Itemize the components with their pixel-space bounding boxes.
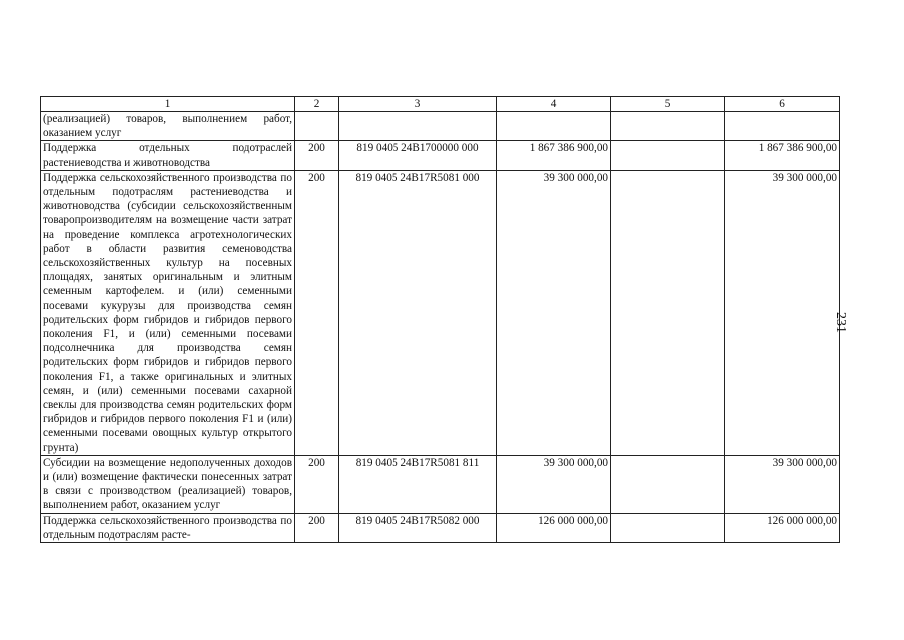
row-code-cell: 200: [295, 170, 339, 455]
table-row: [41, 455, 840, 513]
row-amount-cell: 39 300 000,00: [497, 455, 611, 513]
table-row: [41, 141, 840, 170]
row-code-cell: 200: [295, 513, 339, 542]
row-total-cell: 1 867 386 900,00: [725, 141, 840, 170]
header-col-3: 3: [339, 97, 497, 112]
row-amount-cell: 126 000 000,00: [497, 513, 611, 542]
row-amount-cell: 1 867 386 900,00: [497, 141, 611, 170]
row-kbk-cell: 819 0405 24В17R5081 811: [339, 455, 497, 513]
budget-table: [40, 96, 840, 543]
header-col-1: 1: [41, 97, 295, 112]
header-col-6: 6: [725, 97, 840, 112]
row-total-cell: [725, 112, 840, 141]
row-name-cell: Субсидии на возмещение недополученных доходов и (или) возмещение фактически понесенных затрат в связи с производством (реализацией) товаров, выполнением работ, оказанием услуг: [41, 455, 295, 513]
row-kbk-cell: 819 0405 24В17R5082 000: [339, 513, 497, 542]
row-amount-cell: 39 300 000,00: [497, 170, 611, 455]
row-code-cell: 200: [295, 455, 339, 513]
header-col-4: 4: [497, 97, 611, 112]
row-name-cell: Поддержка сельскохозяйственного производства по отдельным подотраслям растениеводства и животноводства (субсидии сельскохозяйственным товаропроизводителям на возмещение части затрат на проведение комплекса агротехнологических работ в области развития семеноводства сельскохозяйственных культур на посевных площадях, занятых оригинальным и элитным семенным картофелем. и (или) семенными посевами кукурузы для производства семян родительских форм гибридов и гибридов первого поколения F1, и (или) семенными посевами подсолнечника для производства семян родительских форм гибридов и гибридов первого поколения F1, а также оригинальных и элитных семян, и (или) семенными посевами сахарной свеклы для производства семян родительских форм гибридов и гибридов первого поколения F1 и (или) семенными посевами овощных культур открытого грунта): [41, 170, 295, 455]
row-col5-cell: [611, 141, 725, 170]
row-col5-cell: [611, 112, 725, 141]
row-kbk-cell: 819 0405 24В17R5081 000: [339, 170, 497, 455]
row-col5-cell: [611, 455, 725, 513]
page-number: 231: [833, 312, 848, 333]
row-code-cell: 200: [295, 141, 339, 170]
row-total-cell: 126 000 000,00: [725, 513, 840, 542]
table-header-row: [41, 97, 840, 112]
header-col-2: 2: [295, 97, 339, 112]
row-name-cell: Поддержка сельскохозяйственного производства по отдельным подотраслям расте-: [41, 513, 295, 542]
table-row: [41, 112, 840, 141]
row-name-cell: Поддержка отдельных подотраслей растениеводства и животноводства: [41, 141, 295, 170]
row-total-cell: 39 300 000,00: [725, 455, 840, 513]
header-col-5: 5: [611, 97, 725, 112]
row-code-cell: [295, 112, 339, 141]
row-col5-cell: [611, 513, 725, 542]
row-amount-cell: [497, 112, 611, 141]
table-row: [41, 513, 840, 542]
table-row: [41, 170, 840, 455]
row-total-cell: 39 300 000,00: [725, 170, 840, 455]
row-name-cell: (реализацией) товаров, выполнением работ, оказанием услуг: [41, 112, 295, 141]
row-kbk-cell: [339, 112, 497, 141]
row-kbk-cell: 819 0405 24В1700000 000: [339, 141, 497, 170]
row-col5-cell: [611, 170, 725, 455]
